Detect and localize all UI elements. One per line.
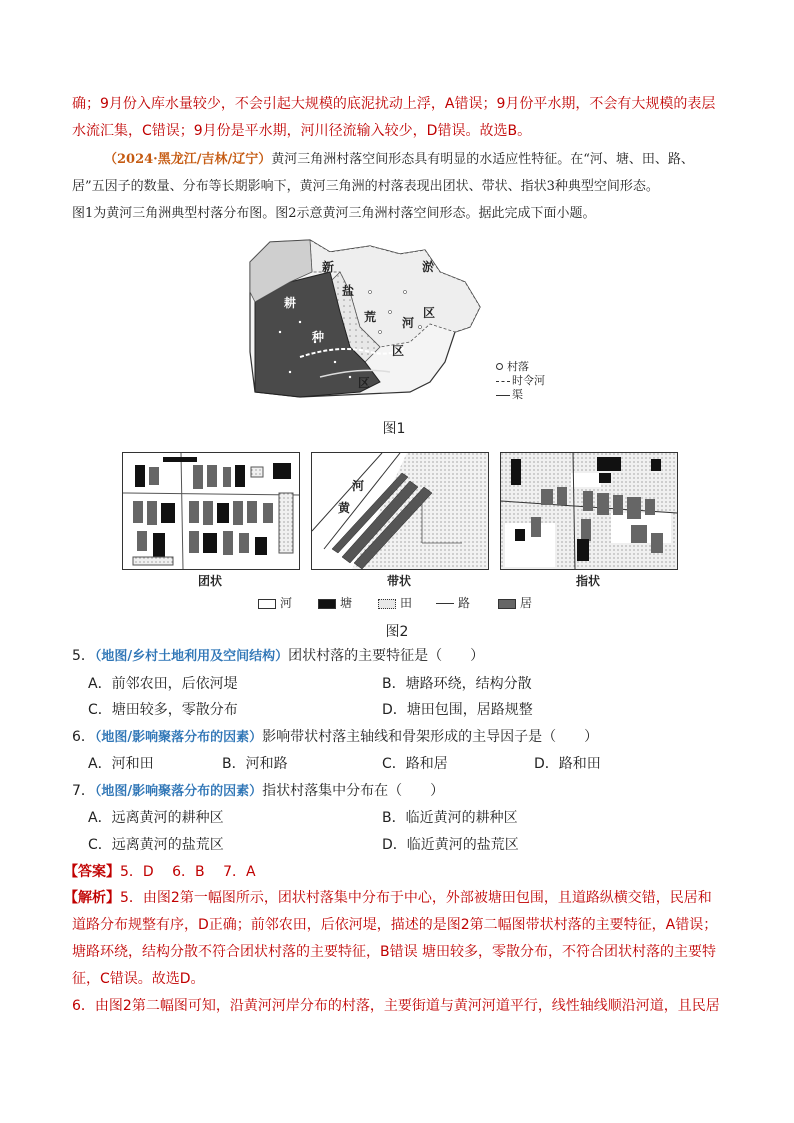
seasonal-river-icon: [496, 381, 510, 382]
map-label-qu-1: 区: [423, 306, 436, 320]
legend-pond: 塘: [318, 594, 352, 611]
question-6-stem: 6．（地图/影响聚落分布的因素）影响带状村落主轴线和骨架形成的主导因子是（ ）: [72, 729, 599, 745]
map-label-qu-2: 区: [392, 344, 405, 358]
answer-text: 5．D 6．B 7．A: [120, 864, 256, 880]
river-label-huang: 黄: [338, 501, 351, 515]
question-7-stem: 7．（地图/影响聚落分布的因素）指状村落集中分布在（ ）: [72, 783, 445, 799]
q6-option-a: A．河和田: [88, 756, 154, 772]
q7-option-d: D．临近黄河的盐荒区: [382, 837, 519, 853]
river-swatch-icon: [258, 599, 276, 609]
panel-linear: [311, 452, 489, 570]
figure-1-map: [240, 232, 490, 402]
source-tag: （2024·黑龙江/吉林/辽宁）: [104, 152, 272, 167]
question-5-stem: 5．（地图/乡村土地利用及空间结构）团状村落的主要特征是（ ）: [72, 648, 485, 664]
canal-icon: [496, 395, 510, 396]
q5-option-b: B．塘路环绕，结构分散: [382, 676, 532, 692]
analysis-line-1: 【解析】5．由图2第一幅图所示，团状村落集中分布于中心，外部被塘田包围，且道路纵横交错，民居和: [64, 890, 712, 906]
answer-line: [64, 862, 256, 882]
q7-option-b: B．临近黄河的耕种区: [382, 810, 518, 826]
field-swatch-icon: [378, 599, 396, 609]
legend-village: 村落: [496, 360, 545, 374]
map-label-zhong: 种: [312, 330, 325, 344]
residence-swatch-icon: [498, 599, 516, 609]
legend-road: 路: [436, 594, 470, 611]
panel-label-clustered: 团状: [197, 574, 222, 588]
analysis-line-4: 征，C错误。故选D。: [72, 971, 205, 987]
panel-finger: [500, 452, 678, 570]
intro-line-1: [104, 150, 694, 170]
analysis-line-2: 道路分布规整有序，D正确；前邻农田，后依河堤，描述的是图2第二幅图带状村落的主要特征，A错误；: [72, 917, 718, 933]
legend-seasonal-river: 时令河: [496, 374, 545, 388]
q7-option-a: A．远离黄河的耕种区: [88, 810, 224, 826]
q6-option-b: B．河和路: [222, 756, 288, 772]
panel-clustered: [122, 452, 300, 570]
q6-option-c: C．路和居: [382, 756, 448, 772]
legend-field: 田: [378, 594, 412, 611]
figure-1-caption: 图1: [382, 421, 406, 437]
road-line-icon: [436, 603, 454, 604]
legend-river: 河: [258, 594, 292, 611]
map-label-qu-3: 区: [358, 376, 371, 390]
map-label-geng: 耕: [284, 296, 297, 310]
clustered-village-svg: [123, 453, 299, 569]
intro-line-3: 图1为黄河三角洲典型村落分布图。图2示意黄河三角洲村落空间形态。据此完成下面小题。: [72, 206, 596, 221]
q5-option-a: A．前邻农田，后依河堤: [88, 676, 238, 692]
intro-line-2: 居”五因子的数量、分布等长期影响下，黄河三角洲的村落表现出团状、带状、指状3种典型空间形态。: [72, 179, 659, 194]
map-label-yu: 淤: [422, 260, 435, 274]
intro-text-1: 黄河三角洲村落空间形态具有明显的水适应性特征。在“河、塘、田、路、: [271, 152, 694, 167]
q7-option-c: C．远离黄河的盐荒区: [88, 837, 224, 853]
question-6-tag: （地图/影响聚落分布的因素）: [94, 730, 263, 745]
question-5-tag: （地图/乡村土地利用及空间结构）: [94, 649, 289, 664]
map-label-huang: 荒: [364, 310, 377, 324]
q5-option-c: C．塘田较多，零散分布: [88, 702, 238, 718]
map-label-yan: 盐: [342, 284, 355, 298]
figure-2-legend: [258, 594, 558, 610]
map-label-he: 河: [402, 316, 415, 330]
pond-swatch-icon: [318, 599, 336, 609]
legend-canal: 渠: [496, 388, 545, 402]
q5-option-d: D．塘田包围，居路规整: [382, 702, 533, 718]
answer-continuation-line-1: 确；9月份入库水量较少，不会引起大规模的底泥扰动上浮，A错误；9月份平水期，不会有大规模的表层: [72, 96, 716, 112]
river-label-he: 河: [352, 479, 365, 493]
finger-village-svg: [501, 453, 677, 569]
answer-continuation-line-2: 水流汇集，C错误；9月份是平水期，河川径流输入较少，D错误。故选B。: [72, 123, 532, 139]
analysis-label: 【解析】: [64, 890, 120, 906]
village-dot-icon: [496, 363, 503, 370]
panel-label-linear: 带状: [386, 574, 411, 588]
answer-label: 【答案】: [64, 864, 120, 880]
q6-option-d: D．路和田: [534, 756, 601, 772]
analysis-line-5: 6．由图2第二幅图可知，沿黄河河岸分布的村落，主要街道与黄河河道平行，线性轴线顺沿河道，且民居: [72, 998, 720, 1014]
analysis-line-3: 塘路环绕，结构分散不符合团状村落的主要特征，B错误 塘田较多，零散分布，不符合团状村落的主要特: [72, 944, 717, 960]
map-label-xin: 新: [322, 260, 335, 274]
figure-2-caption: 图2: [385, 624, 409, 640]
panel-label-finger: 指状: [575, 574, 600, 588]
map-legend: [496, 360, 545, 402]
legend-residence: 居: [498, 594, 532, 611]
question-7-tag: （地图/影响聚落分布的因素）: [94, 784, 263, 799]
